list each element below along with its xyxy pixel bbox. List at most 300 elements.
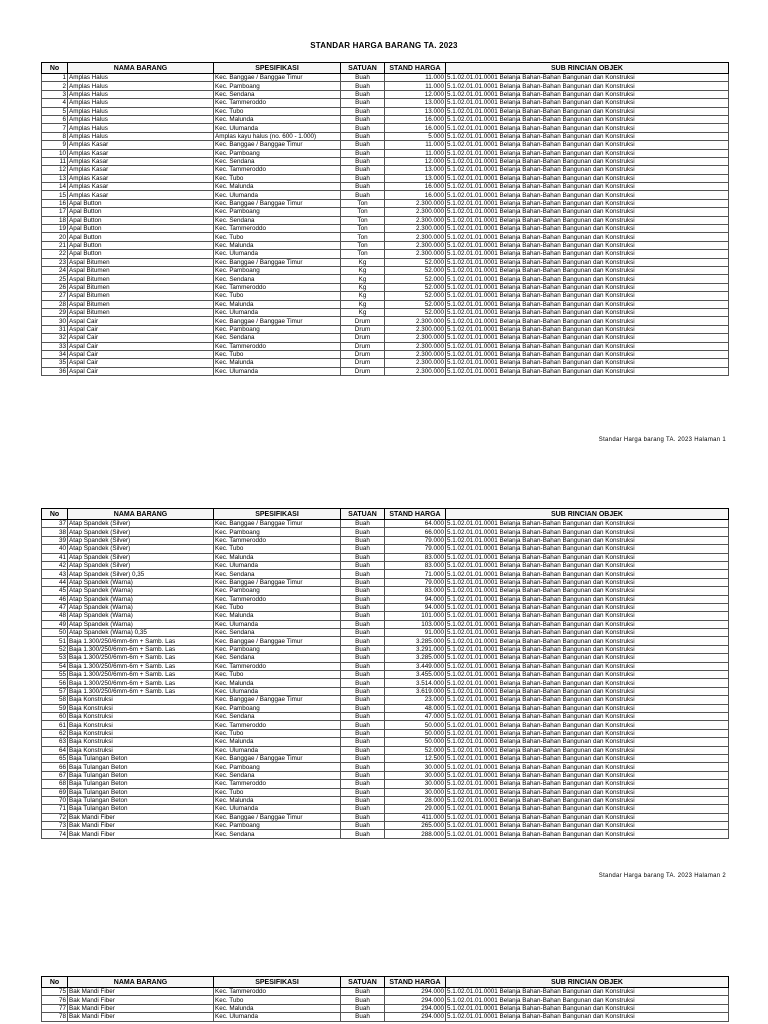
cell-stand-harga: 29.000 [385,805,446,813]
cell-stand-harga: 83.000 [385,561,446,569]
cell-sub-rincian-objek: 5.1.02.01.01.0001 Belanja Bahan-Bahan Bangunan dan Konstruksi [446,258,729,266]
cell-no: 35 [42,359,68,367]
cell-nama-barang: Aspal Cair [68,325,214,333]
cell-no: 76 [42,996,68,1004]
cell-no: 13 [42,174,68,182]
table-row [42,620,729,628]
table-row [42,225,729,233]
cell-nama-barang: Atap Spandek (Warna) [68,620,214,628]
cell-satuan: Buah [341,988,385,996]
cell-satuan: Buah [341,830,385,838]
cell-nama-barang: Baja Tulangan Beton [68,754,214,762]
table-row [42,553,729,561]
cell-spesifikasi: Kec. Ulumanda [214,124,341,132]
cell-spesifikasi: Kec. Malunda [214,183,341,191]
cell-sub-rincian-objek: 5.1.02.01.01.0001 Belanja Bahan-Bahan Bangunan dan Konstruksi [446,99,729,107]
cell-spesifikasi: Kec. Banggae / Banggae Timur [214,74,341,82]
cell-nama-barang: Apal Button [68,216,214,224]
cell-sub-rincian-objek: 5.1.02.01.01.0001 Belanja Bahan-Bahan Bangunan dan Konstruksi [446,780,729,788]
cell-spesifikasi: Kec. Malunda [214,796,341,804]
cell-spesifikasi: Kec. Malunda [214,300,341,308]
table-row [42,696,729,704]
cell-satuan: Buah [341,612,385,620]
cell-satuan: Drum [341,317,385,325]
cell-spesifikasi: Kec. Tammeroddo [214,342,341,350]
cell-spesifikasi: Kec. Sendana [214,830,341,838]
table-row [42,788,729,796]
cell-no: 55 [42,671,68,679]
cell-no: 46 [42,595,68,603]
cell-spesifikasi: Kec. Sendana [214,157,341,165]
cell-satuan: Buah [341,746,385,754]
cell-no: 49 [42,620,68,628]
cell-no: 12 [42,166,68,174]
table-row [42,266,729,274]
cell-sub-rincian-objek: 5.1.02.01.01.0001 Belanja Bahan-Bahan Bangunan dan Konstruksi [446,90,729,98]
cell-nama-barang: Aspal Bitumen [68,308,214,316]
cell-stand-harga: 50.000 [385,721,446,729]
cell-no: 36 [42,367,68,375]
cell-nama-barang: Atap Spandek (Silver) [68,520,214,528]
cell-spesifikasi: Kec. Malunda [214,612,341,620]
cell-sub-rincian-objek: 5.1.02.01.01.0001 Belanja Bahan-Bahan Bangunan dan Konstruksi [446,830,729,838]
cell-satuan: Buah [341,166,385,174]
cell-spesifikasi: Kec. Ulumanda [214,191,341,199]
header-spesifikasi: SPESIFIKASI [214,63,341,74]
cell-sub-rincian-objek: 5.1.02.01.01.0001 Belanja Bahan-Bahan Bangunan dan Konstruksi [446,308,729,316]
cell-stand-harga: 3.455.000 [385,671,446,679]
cell-spesifikasi: Kec. Tammeroddo [214,99,341,107]
table-row [42,292,729,300]
cell-nama-barang: Baja Konstruksi [68,738,214,746]
cell-satuan: Drum [341,342,385,350]
cell-no: 32 [42,334,68,342]
cell-satuan: Buah [341,822,385,830]
cell-nama-barang: Amplas Halus [68,99,214,107]
cell-spesifikasi: Kec. Banggae / Banggae Timur [214,317,341,325]
cell-satuan: Buah [341,679,385,687]
cell-satuan: Buah [341,157,385,165]
cell-sub-rincian-objek: 5.1.02.01.01.0001 Belanja Bahan-Bahan Bangunan dan Konstruksi [446,712,729,720]
cell-nama-barang: Amplas Halus [68,82,214,90]
cell-spesifikasi: Kec. Sendana [214,216,341,224]
cell-stand-harga: 50.000 [385,729,446,737]
header-satuan: SATUAN [341,977,385,988]
cell-nama-barang: Baja Tulangan Beton [68,788,214,796]
cell-no: 10 [42,149,68,157]
header-no: No [42,63,68,74]
table-row [42,258,729,266]
cell-no: 2 [42,82,68,90]
cell-nama-barang: Amplas Halus [68,124,214,132]
cell-no: 21 [42,241,68,249]
table-row [42,704,729,712]
cell-sub-rincian-objek: 5.1.02.01.01.0001 Belanja Bahan-Bahan Bangunan dan Konstruksi [446,1013,729,1021]
table-row [42,805,729,813]
table-row [42,300,729,308]
cell-stand-harga: 12.500 [385,754,446,762]
cell-no: 27 [42,292,68,300]
cell-stand-harga: 52.000 [385,258,446,266]
cell-nama-barang: Aspal Cair [68,334,214,342]
cell-no: 15 [42,191,68,199]
cell-nama-barang: Amplas Halus [68,107,214,115]
cell-no: 41 [42,553,68,561]
cell-sub-rincian-objek: 5.1.02.01.01.0001 Belanja Bahan-Bahan Bangunan dan Konstruksi [446,208,729,216]
cell-nama-barang: Baja Tulangan Beton [68,805,214,813]
cell-spesifikasi: Kec. Banggae / Banggae Timur [214,258,341,266]
cell-no: 65 [42,754,68,762]
cell-stand-harga: 30.000 [385,788,446,796]
cell-no: 67 [42,771,68,779]
cell-no: 39 [42,536,68,544]
cell-spesifikasi: Kec. Banggae / Banggae Timur [214,520,341,528]
cell-stand-harga: 294.000 [385,988,446,996]
cell-spesifikasi: Kec. Pamboang [214,82,341,90]
cell-stand-harga: 11.000 [385,141,446,149]
cell-stand-harga: 52.000 [385,266,446,274]
cell-nama-barang: Apal Button [68,233,214,241]
cell-sub-rincian-objek: 5.1.02.01.01.0001 Belanja Bahan-Bahan Bangunan dan Konstruksi [446,250,729,258]
cell-no: 59 [42,704,68,712]
cell-spesifikasi: Amplas kayu halus (no. 600 - 1.000) [214,132,341,140]
table-row [42,813,729,821]
cell-satuan: Kg [341,275,385,283]
cell-sub-rincian-objek: 5.1.02.01.01.0001 Belanja Bahan-Bahan Bangunan dan Konstruksi [446,687,729,695]
cell-stand-harga: 2.300.000 [385,225,446,233]
cell-spesifikasi: Kec. Tubo [214,350,341,358]
cell-satuan: Kg [341,258,385,266]
cell-satuan: Buah [341,712,385,720]
cell-sub-rincian-objek: 5.1.02.01.01.0001 Belanja Bahan-Bahan Bangunan dan Konstruksi [446,763,729,771]
cell-sub-rincian-objek: 5.1.02.01.01.0001 Belanja Bahan-Bahan Bangunan dan Konstruksi [446,729,729,737]
cell-stand-harga: 13.000 [385,107,446,115]
cell-stand-harga: 48.000 [385,704,446,712]
cell-nama-barang: Amplas Halus [68,132,214,140]
cell-sub-rincian-objek: 5.1.02.01.01.0001 Belanja Bahan-Bahan Bangunan dan Konstruksi [446,771,729,779]
cell-nama-barang: Baja 1.300/250/6mm-6m + Samb. Las [68,679,214,687]
cell-stand-harga: 79.000 [385,536,446,544]
cell-no: 3 [42,90,68,98]
cell-satuan: Buah [341,553,385,561]
cell-stand-harga: 2.300.000 [385,367,446,375]
table-row [42,241,729,249]
cell-spesifikasi: Kec. Sendana [214,629,341,637]
cell-sub-rincian-objek: 5.1.02.01.01.0001 Belanja Bahan-Bahan Bangunan dan Konstruksi [446,74,729,82]
cell-sub-rincian-objek: 5.1.02.01.01.0001 Belanja Bahan-Bahan Bangunan dan Konstruksi [446,149,729,157]
cell-stand-harga: 294.000 [385,1013,446,1021]
cell-stand-harga: 11.000 [385,82,446,90]
cell-satuan: Buah [341,561,385,569]
cell-stand-harga: 101.000 [385,612,446,620]
header-harga: STAND HARGA [385,63,446,74]
cell-stand-harga: 52.000 [385,275,446,283]
cell-spesifikasi: Kec. Malunda [214,241,341,249]
table-row [42,107,729,115]
cell-spesifikasi: Kec. Ulumanda [214,1013,341,1021]
cell-no: 52 [42,645,68,653]
cell-satuan: Buah [341,74,385,82]
cell-sub-rincian-objek: 5.1.02.01.01.0001 Belanja Bahan-Bahan Bangunan dan Konstruksi [446,612,729,620]
table-row [42,528,729,536]
table-row [42,595,729,603]
cell-nama-barang: Atap Spandek (Silver) [68,536,214,544]
table-row [42,183,729,191]
cell-stand-harga: 30.000 [385,763,446,771]
cell-satuan: Buah [341,620,385,628]
cell-no: 40 [42,545,68,553]
cell-stand-harga: 12.000 [385,90,446,98]
cell-sub-rincian-objek: 5.1.02.01.01.0001 Belanja Bahan-Bahan Bangunan dan Konstruksi [446,645,729,653]
header-sub: SUB RINCIAN OBJEK [446,977,729,988]
cell-stand-harga: 2.300.000 [385,325,446,333]
table-row [42,334,729,342]
cell-satuan: Buah [341,115,385,123]
cell-nama-barang: Bak Mandi Fiber [68,830,214,838]
cell-sub-rincian-objek: 5.1.02.01.01.0001 Belanja Bahan-Bahan Bangunan dan Konstruksi [446,528,729,536]
cell-spesifikasi: Kec. Pamboang [214,528,341,536]
header-sub: SUB RINCIAN OBJEK [446,63,729,74]
cell-stand-harga: 83.000 [385,553,446,561]
cell-no: 54 [42,662,68,670]
cell-satuan: Drum [341,325,385,333]
cell-spesifikasi: Kec. Tubo [214,174,341,182]
cell-sub-rincian-objek: 5.1.02.01.01.0001 Belanja Bahan-Bahan Bangunan dan Konstruksi [446,174,729,182]
header-satuan: SATUAN [341,63,385,74]
cell-spesifikasi: Kec. Banggae / Banggae Timur [214,696,341,704]
cell-sub-rincian-objek: 5.1.02.01.01.0001 Belanja Bahan-Bahan Bangunan dan Konstruksi [446,620,729,628]
header-spesifikasi: SPESIFIKASI [214,977,341,988]
cell-sub-rincian-objek: 5.1.02.01.01.0001 Belanja Bahan-Bahan Bangunan dan Konstruksi [446,629,729,637]
cell-sub-rincian-objek: 5.1.02.01.01.0001 Belanja Bahan-Bahan Bangunan dan Konstruksi [446,696,729,704]
table-row [42,796,729,804]
cell-sub-rincian-objek: 5.1.02.01.01.0001 Belanja Bahan-Bahan Bangunan dan Konstruksi [446,603,729,611]
cell-spesifikasi: Kec. Banggae / Banggae Timur [214,141,341,149]
cell-nama-barang: Baja Konstruksi [68,746,214,754]
document-title: STANDAR HARGA BARANG TA. 2023 [310,41,458,50]
cell-stand-harga: 265.000 [385,822,446,830]
cell-nama-barang: Baja Konstruksi [68,721,214,729]
cell-no: 20 [42,233,68,241]
cell-no: 34 [42,350,68,358]
table-row [42,325,729,333]
cell-spesifikasi: Kec. Pamboang [214,208,341,216]
cell-satuan: Buah [341,629,385,637]
cell-satuan: Buah [341,82,385,90]
cell-sub-rincian-objek: 5.1.02.01.01.0001 Belanja Bahan-Bahan Bangunan dan Konstruksi [446,796,729,804]
table-row [42,671,729,679]
cell-stand-harga: 103.000 [385,620,446,628]
cell-stand-harga: 50.000 [385,738,446,746]
cell-sub-rincian-objek: 5.1.02.01.01.0001 Belanja Bahan-Bahan Bangunan dan Konstruksi [446,334,729,342]
table-row [42,317,729,325]
cell-nama-barang: Atap Spandek (Silver) [68,545,214,553]
cell-satuan: Buah [341,99,385,107]
cell-stand-harga: 11.000 [385,74,446,82]
cell-sub-rincian-objek: 5.1.02.01.01.0001 Belanja Bahan-Bahan Bangunan dan Konstruksi [446,520,729,528]
cell-no: 17 [42,208,68,216]
cell-no: 1 [42,74,68,82]
cell-nama-barang: Atap Spandek (Warna) 0,35 [68,629,214,637]
cell-spesifikasi: Kec. Tubo [214,671,341,679]
table-row [42,342,729,350]
cell-nama-barang: Baja 1.300/250/6mm-6m + Samb. Las [68,671,214,679]
cell-spesifikasi: Kec. Tubo [214,107,341,115]
cell-stand-harga: 5.000 [385,132,446,140]
cell-satuan: Buah [341,805,385,813]
cell-stand-harga: 2.300.000 [385,250,446,258]
header-no: No [42,977,68,988]
cell-nama-barang: Atap Spandek (Warna) [68,603,214,611]
cell-sub-rincian-objek: 5.1.02.01.01.0001 Belanja Bahan-Bahan Bangunan dan Konstruksi [446,115,729,123]
cell-sub-rincian-objek: 5.1.02.01.01.0001 Belanja Bahan-Bahan Bangunan dan Konstruksi [446,988,729,996]
cell-no: 22 [42,250,68,258]
cell-satuan: Buah [341,1013,385,1021]
cell-satuan: Buah [341,788,385,796]
cell-satuan: Buah [341,645,385,653]
cell-nama-barang: Baja Konstruksi [68,712,214,720]
table-row [42,629,729,637]
cell-stand-harga: 2.300.000 [385,359,446,367]
cell-sub-rincian-objek: 5.1.02.01.01.0001 Belanja Bahan-Bahan Bangunan dan Konstruksi [446,721,729,729]
cell-sub-rincian-objek: 5.1.02.01.01.0001 Belanja Bahan-Bahan Bangunan dan Konstruksi [446,996,729,1004]
cell-sub-rincian-objek: 5.1.02.01.01.0001 Belanja Bahan-Bahan Bangunan dan Konstruksi [446,570,729,578]
cell-stand-harga: 30.000 [385,771,446,779]
cell-nama-barang: Atap Spandek (Silver) 0,35 [68,570,214,578]
cell-no: 8 [42,132,68,140]
cell-no: 69 [42,788,68,796]
cell-spesifikasi: Kec. Ulumanda [214,687,341,695]
cell-satuan: Buah [341,637,385,645]
cell-sub-rincian-objek: 5.1.02.01.01.0001 Belanja Bahan-Bahan Bangunan dan Konstruksi [446,536,729,544]
cell-spesifikasi: Kec. Tammeroddo [214,225,341,233]
cell-sub-rincian-objek: 5.1.02.01.01.0001 Belanja Bahan-Bahan Bangunan dan Konstruksi [446,141,729,149]
cell-sub-rincian-objek: 5.1.02.01.01.0001 Belanja Bahan-Bahan Bangunan dan Konstruksi [446,325,729,333]
cell-no: 16 [42,199,68,207]
cell-spesifikasi: Kec. Pamboang [214,704,341,712]
table-row [42,1013,729,1021]
cell-spesifikasi: Kec. Sendana [214,712,341,720]
cell-no: 14 [42,183,68,191]
cell-satuan: Ton [341,225,385,233]
cell-spesifikasi: Kec. Ulumanda [214,620,341,628]
cell-nama-barang: Apal Button [68,199,214,207]
cell-sub-rincian-objek: 5.1.02.01.01.0001 Belanja Bahan-Bahan Bangunan dan Konstruksi [446,166,729,174]
cell-nama-barang: Aspal Cair [68,350,214,358]
table-row [42,729,729,737]
cell-sub-rincian-objek: 5.1.02.01.01.0001 Belanja Bahan-Bahan Bangunan dan Konstruksi [446,813,729,821]
cell-no: 19 [42,225,68,233]
cell-stand-harga: 2.300.000 [385,317,446,325]
cell-nama-barang: Aspal Bitumen [68,275,214,283]
table-row [42,132,729,140]
cell-nama-barang: Amplas Kasar [68,191,214,199]
table-row [42,603,729,611]
cell-sub-rincian-objek: 5.1.02.01.01.0001 Belanja Bahan-Bahan Bangunan dan Konstruksi [446,350,729,358]
cell-sub-rincian-objek: 5.1.02.01.01.0001 Belanja Bahan-Bahan Bangunan dan Konstruksi [446,637,729,645]
cell-no: 72 [42,813,68,821]
cell-sub-rincian-objek: 5.1.02.01.01.0001 Belanja Bahan-Bahan Bangunan dan Konstruksi [446,233,729,241]
cell-satuan: Buah [341,729,385,737]
table-row [42,124,729,132]
cell-satuan: Kg [341,266,385,274]
cell-sub-rincian-objek: 5.1.02.01.01.0001 Belanja Bahan-Bahan Bangunan dan Konstruksi [446,545,729,553]
cell-stand-harga: 13.000 [385,174,446,182]
cell-satuan: Buah [341,149,385,157]
table-row [42,208,729,216]
table-row [42,536,729,544]
table-row [42,367,729,375]
header-sub: SUB RINCIAN OBJEK [446,509,729,520]
cell-sub-rincian-objek: 5.1.02.01.01.0001 Belanja Bahan-Bahan Bangunan dan Konstruksi [446,367,729,375]
cell-no: 47 [42,603,68,611]
cell-spesifikasi: Kec. Tubo [214,729,341,737]
cell-sub-rincian-objek: 5.1.02.01.01.0001 Belanja Bahan-Bahan Bangunan dan Konstruksi [446,342,729,350]
cell-spesifikasi: Kec. Pamboang [214,822,341,830]
table-row [42,570,729,578]
table-row [42,578,729,586]
cell-sub-rincian-objek: 5.1.02.01.01.0001 Belanja Bahan-Bahan Bangunan dan Konstruksi [446,805,729,813]
cell-no: 4 [42,99,68,107]
cell-nama-barang: Amplas Kasar [68,141,214,149]
cell-nama-barang: Baja 1.300/250/6mm-6m + Samb. Las [68,662,214,670]
cell-satuan: Buah [341,754,385,762]
cell-spesifikasi: Kec. Sendana [214,90,341,98]
cell-stand-harga: 52.000 [385,283,446,291]
table-row [42,830,729,838]
cell-spesifikasi: Kec. Sendana [214,334,341,342]
cell-satuan: Buah [341,1004,385,1012]
page-footer-2: Standar Harga barang TA. 2023 Halaman 2 [598,873,726,879]
price-table-page-1 [41,62,729,376]
header-nama: NAMA BARANG [68,509,214,520]
cell-stand-harga: 12.000 [385,157,446,165]
cell-nama-barang: Apal Button [68,250,214,258]
table-row [42,771,729,779]
cell-sub-rincian-objek: 5.1.02.01.01.0001 Belanja Bahan-Bahan Bangunan dan Konstruksi [446,754,729,762]
cell-satuan: Ton [341,216,385,224]
cell-stand-harga: 11.000 [385,149,446,157]
cell-stand-harga: 411.000 [385,813,446,821]
cell-nama-barang: Atap Spandek (Warna) [68,587,214,595]
cell-spesifikasi: Kec. Sendana [214,771,341,779]
cell-nama-barang: Aspal Cair [68,317,214,325]
cell-nama-barang: Aspal Bitumen [68,266,214,274]
cell-stand-harga: 16.000 [385,124,446,132]
cell-satuan: Buah [341,545,385,553]
cell-spesifikasi: Kec. Ulumanda [214,250,341,258]
cell-spesifikasi: Kec. Banggae / Banggae Timur [214,754,341,762]
cell-no: 18 [42,216,68,224]
table-row [42,988,729,996]
table-row [42,662,729,670]
cell-satuan: Buah [341,721,385,729]
cell-no: 71 [42,805,68,813]
cell-spesifikasi: Kec. Banggae / Banggae Timur [214,578,341,586]
cell-no: 43 [42,570,68,578]
cell-nama-barang: Bak Mandi Fiber [68,813,214,821]
table-row [42,250,729,258]
cell-nama-barang: Aspal Bitumen [68,292,214,300]
cell-satuan: Buah [341,687,385,695]
table-row [42,822,729,830]
cell-spesifikasi: Kec. Pamboang [214,149,341,157]
table-row [42,174,729,182]
cell-stand-harga: 2.300.000 [385,241,446,249]
cell-spesifikasi: Kec. Ulumanda [214,805,341,813]
cell-no: 24 [42,266,68,274]
cell-nama-barang: Bak Mandi Fiber [68,822,214,830]
